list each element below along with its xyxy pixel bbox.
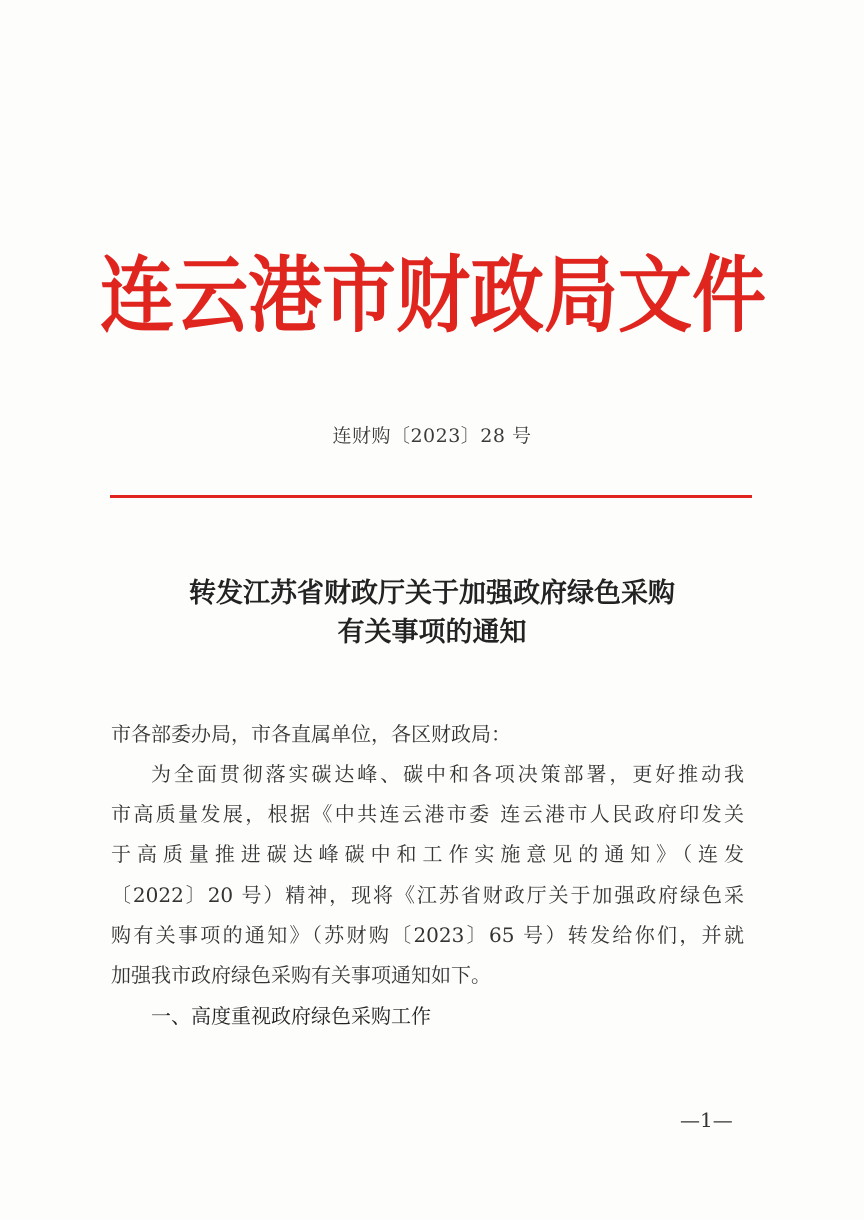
masthead-char: 件 [692, 247, 766, 345]
masthead-char: 市 [322, 247, 396, 345]
paragraph-line: 于高质量推进碳达峰碳中和工作实施意见的通知》（连发 [111, 842, 744, 866]
paragraph-line: 市高质量发展，根据《中共连云港市委 连云港市人民政府印发关 [111, 802, 744, 826]
masthead-char: 局 [544, 247, 618, 345]
paragraph-line: 〔2022〕20 号）精神，现将《江苏省财政厅关于加强政府绿色采 [111, 883, 744, 907]
title-line-1: 转发江苏省财政厅关于加强政府绿色采购 [189, 578, 675, 609]
page-number: —1— [680, 1108, 733, 1132]
document-number: 连财购〔2023〕28 号 [332, 425, 532, 447]
masthead-char: 云 [174, 247, 248, 345]
masthead-title [100, 236, 766, 356]
paragraph-line: 为全面贯彻落实碳达峰、碳中和各项决策部署，更好推动我 [151, 762, 744, 786]
section-heading: 一、高度重视政府绿色采购工作 [151, 1004, 431, 1028]
salutation: 市各部委办局，市各直属单位，各区财政局： [111, 722, 511, 746]
red-divider-line [110, 495, 752, 498]
paragraph-line: 购有关事项的通知》（苏财购〔2023〕65 号）转发给你们，并就 [111, 923, 744, 947]
masthead-char: 港 [248, 247, 322, 345]
masthead-char: 连 [100, 247, 174, 345]
masthead-char: 文 [618, 247, 692, 345]
masthead-char: 财 [396, 247, 470, 345]
paragraph-line: 加强我市政府绿色采购有关事项通知如下。 [111, 963, 491, 987]
title-line-2: 有关事项的通知 [337, 617, 527, 648]
document-title [0, 574, 864, 652]
masthead-char: 政 [470, 247, 544, 345]
